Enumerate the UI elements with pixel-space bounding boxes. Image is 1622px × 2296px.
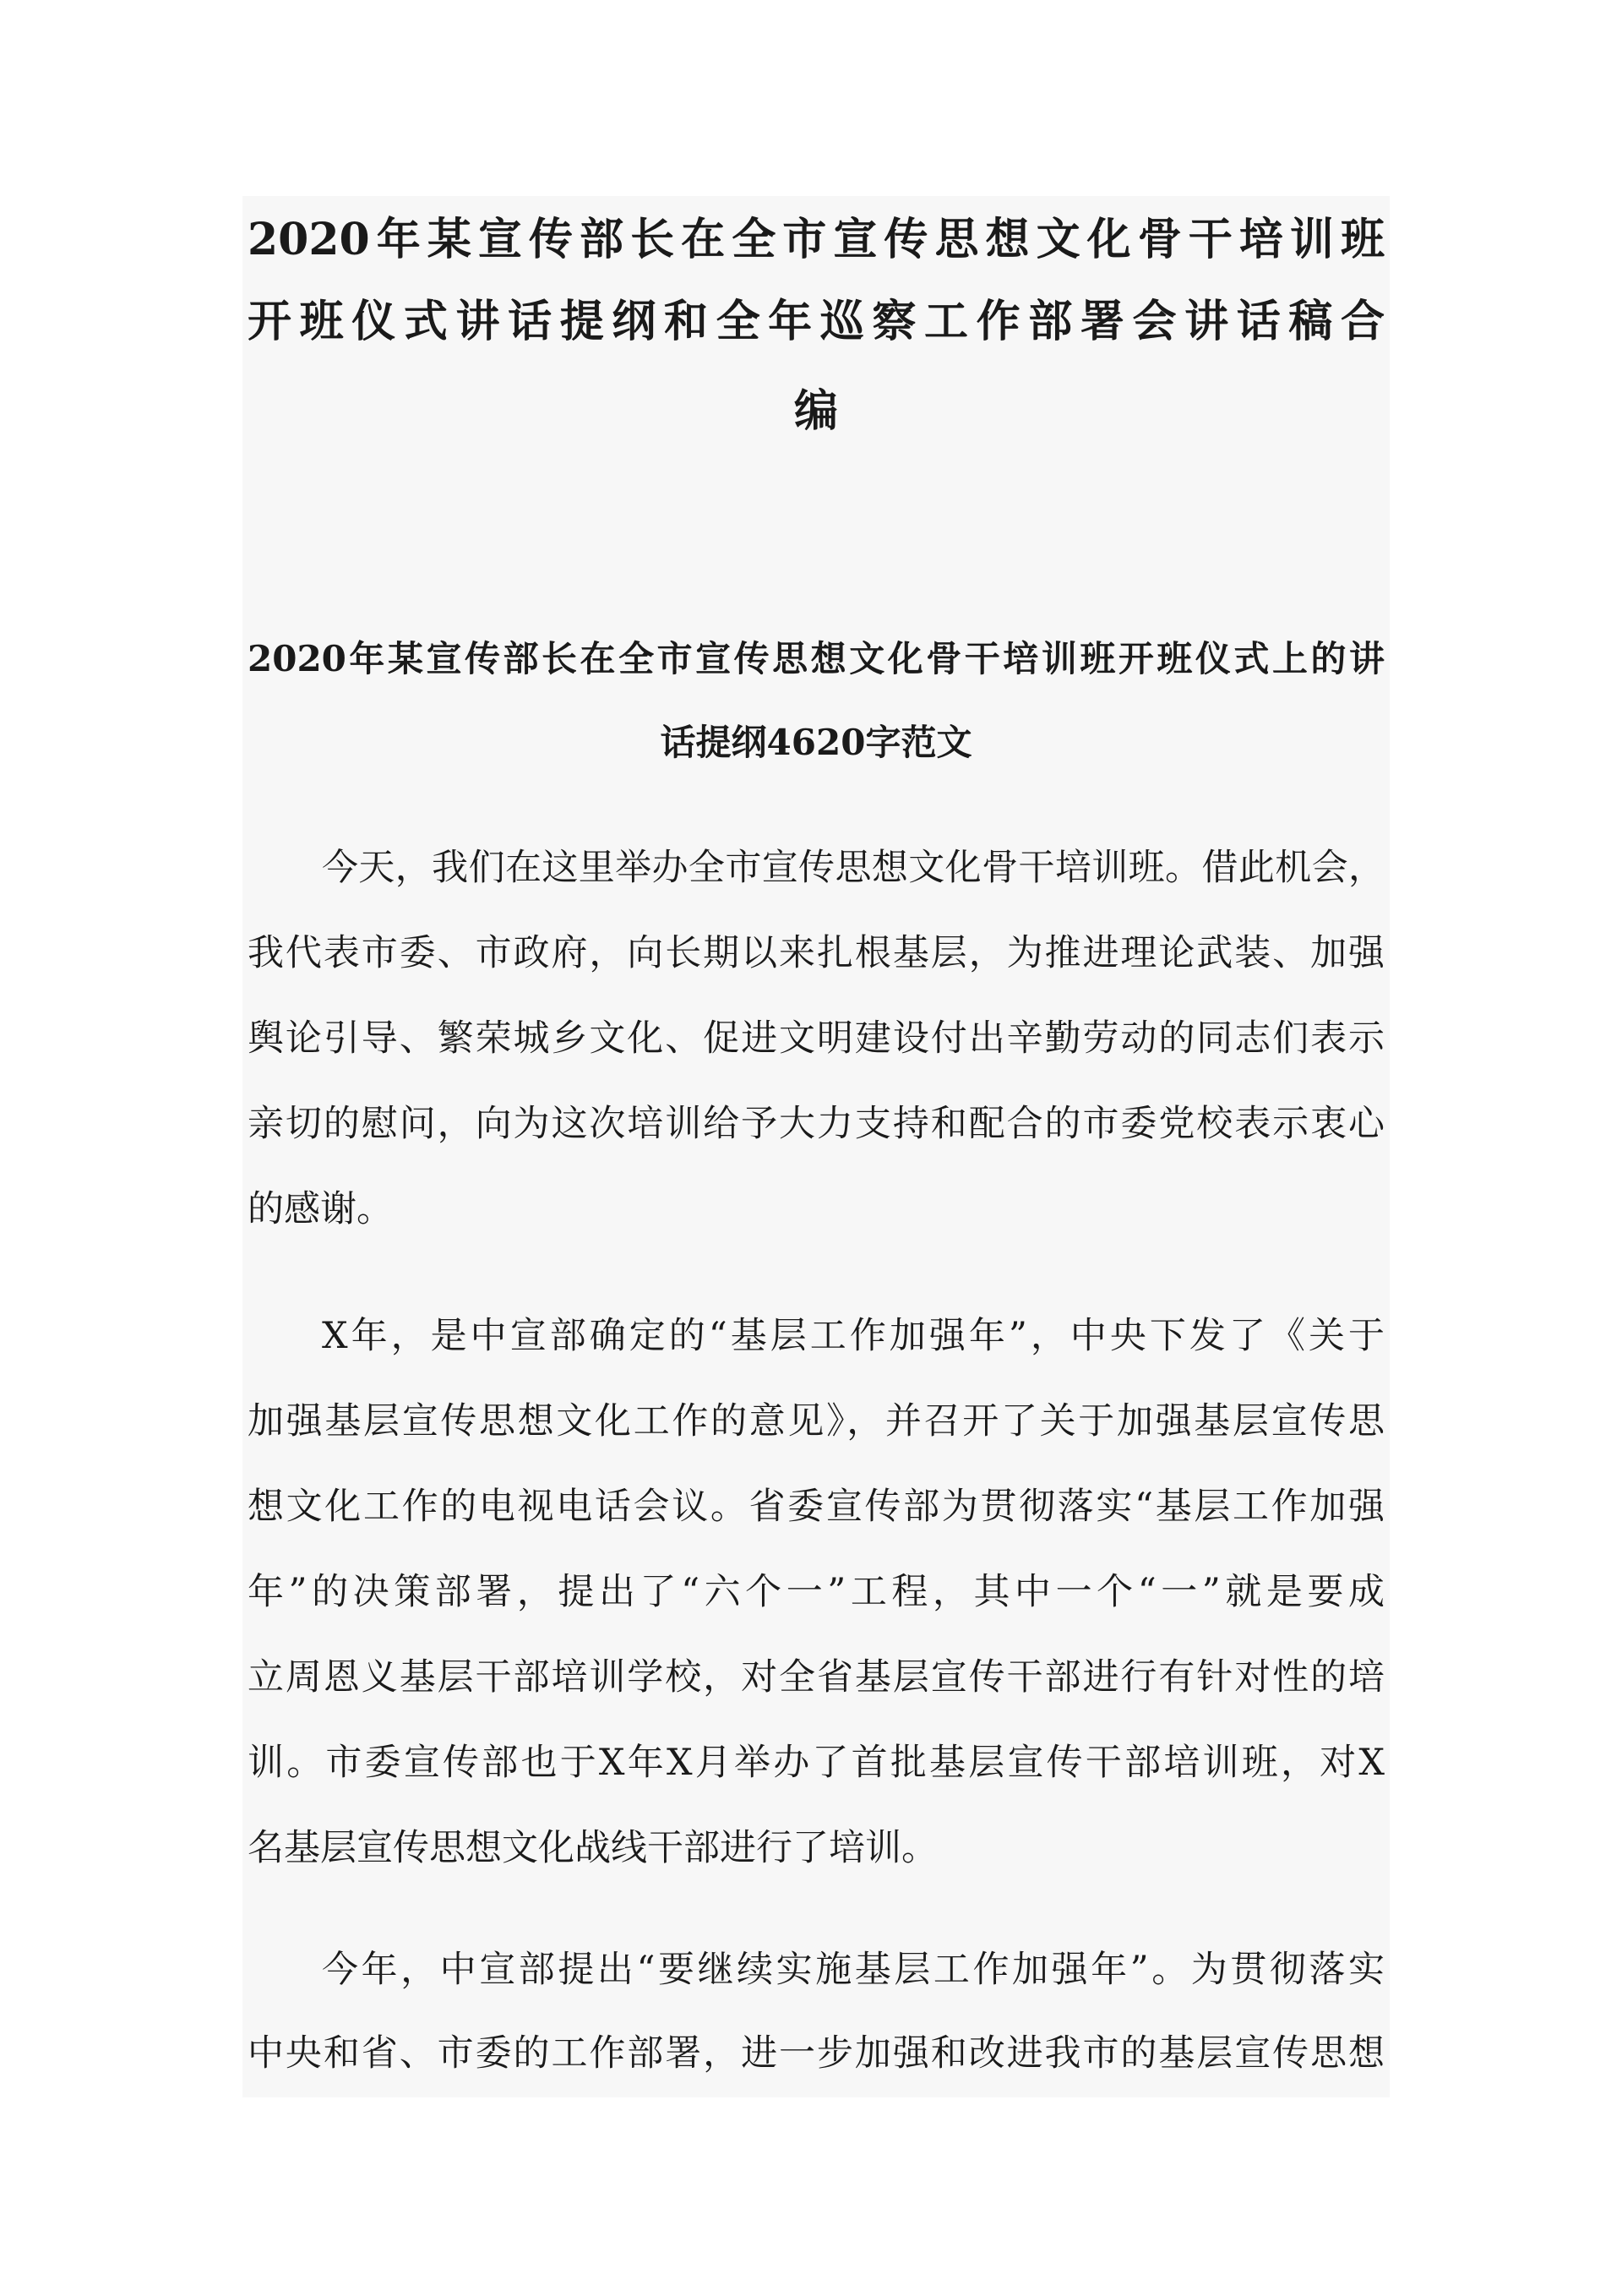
section-heading-line-1: 2020年某宣传部长在全市宣传思想文化骨干培训班开班仪式上的讲 xyxy=(248,638,1385,679)
document-title-line-3: 编 xyxy=(793,385,838,437)
paragraph-2-line: 训。市委宣传部也于X年X月举办了首批基层宣传干部培训班，对X xyxy=(248,1742,1385,1784)
document-title-line-2: 开班仪式讲话提纲和全年巡察工作部署会讲话稿合 xyxy=(248,296,1385,347)
paragraph-2-line: 名基层宣传思想文化战线干部进行了培训。 xyxy=(248,1827,938,1869)
paragraph-2-line: 加强基层宣传思想文化工作的意见》，并召开了关于加强基层宣传思 xyxy=(248,1400,1385,1442)
document-title-line-1: 2020年某宣传部长在全市宣传思想文化骨干培训班 xyxy=(248,214,1385,265)
paragraph-1-line: 舆论引导、繁荣城乡文化、促进文明建设付出辛勤劳动的同志们表示 xyxy=(248,1017,1385,1060)
paragraph-2-line: X年，是中宣部确定的“基层工作加强年”，中央下发了《关于 xyxy=(322,1315,1385,1357)
paragraph-1-line: 的感谢。 xyxy=(248,1188,393,1230)
paragraph-3-line: 今年，中宣部提出“要继续实施基层工作加强年”。为贯彻落实 xyxy=(322,1949,1385,1991)
paragraph-1-line: 我代表市委、市政府，向长期以来扎根基层，为推进理论武装、加强 xyxy=(248,932,1385,974)
section-heading-line-2: 话提纲4620字范文 xyxy=(660,722,972,763)
paragraph-2-line: 想文化工作的电视电话会议。省委宣传部为贯彻落实“基层工作加强 xyxy=(248,1486,1385,1528)
paragraph-2-line: 立周恩义基层干部培训学校，对全省基层宣传干部进行有针对性的培 xyxy=(248,1656,1385,1699)
paragraph-1-line: 今天，我们在这里举办全市宣传思想文化骨干培训班。借此机会， xyxy=(322,847,1385,889)
paragraph-2-line: 年”的决策部署，提出了“六个一”工程，其中一个“一”就是要成 xyxy=(248,1571,1385,1613)
paragraph-1-line: 亲切的慰问，向为这次培训给予大力支持和配合的市委党校表示衷心 xyxy=(248,1103,1385,1145)
paragraph-3-line: 中央和省、市委的工作部署，进一步加强和改进我市的基层宣传思想 xyxy=(248,2032,1385,2075)
document-page xyxy=(242,196,1390,2097)
